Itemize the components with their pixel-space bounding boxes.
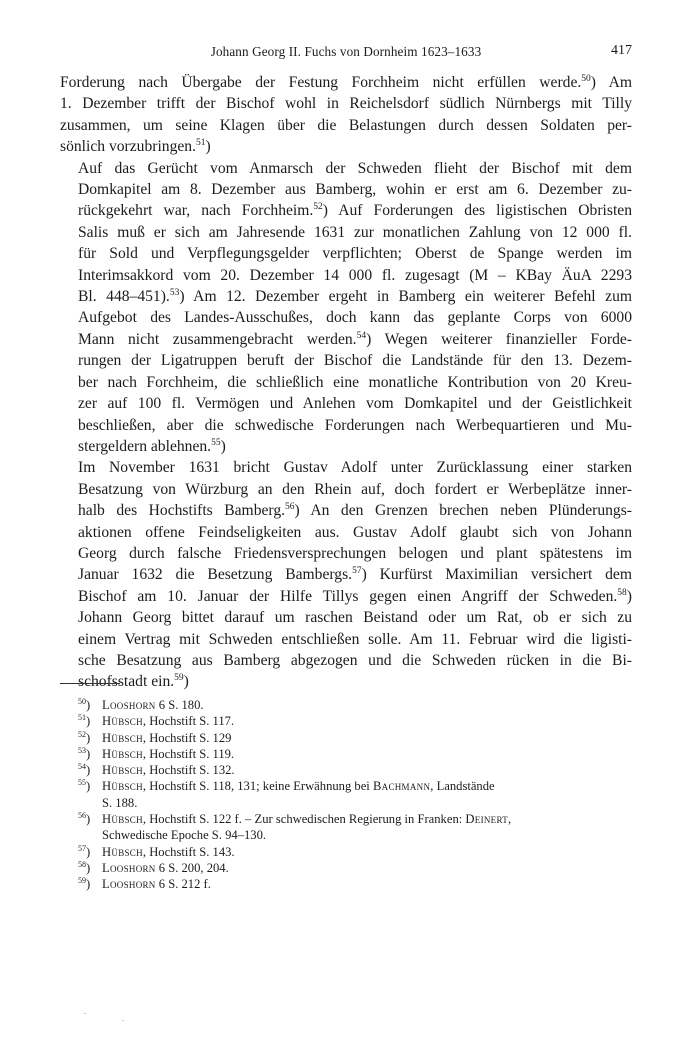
text-line [60,586,632,607]
text-run: sönlich vorzubringen. [60,138,196,156]
footnote-number: $^{58}$) [78,859,91,875]
text-line [60,222,632,243]
footnote-number-label: 54 [78,762,86,771]
author-name: Hübsch [102,812,143,827]
text-run: Im November 1631 bricht Gustav Adolf unter Zurücklassung einer starken [78,459,632,477]
text-line [60,564,632,585]
footnote-text [102,713,632,729]
footnote [78,713,632,729]
author-name: Hübsch [102,714,143,729]
text-line [60,650,632,671]
text-line [60,500,632,521]
text-line [60,200,632,221]
footnote-line [102,746,632,762]
footnote-number: $^{53}$) [78,745,91,761]
paragraph [60,158,632,458]
text-run: , Hochstift S. 118, 131; keine Erwähnung bei [142,779,373,794]
footnote-line [102,827,632,843]
footnote-number: $^{54}$) [78,762,91,778]
footnote-number: $^{55}$) [78,778,91,794]
text-run: ) Am 12. Dezember ergeht in Bamberg ein weiterer Befehl zum [179,288,632,306]
text-line [60,372,632,393]
text-line [60,72,632,93]
text-run: ) An den Grenzen brechen neben Plünderungs- [294,502,632,520]
author-name: Hübsch [102,746,143,761]
paragraph [60,72,632,158]
text-run: , Hochstift S. 129 [142,730,232,745]
text-line [60,329,632,350]
footnote-reference: 59 [174,673,184,684]
scan-speck [84,1013,86,1014]
text-run: ) Auf Forderungen des ligistischen Obristen [322,202,632,220]
running-title: Johann Georg II. Fuchs von Dornheim 1623–1633 [210,44,482,59]
text-run: ) [183,673,189,691]
text-run: Mann nicht zusammengebracht werden. [78,330,357,348]
text-run: für Sold und Verpflegungsgelder verpflichten; Oberst de Spange werden im [78,245,632,263]
text-line [60,350,632,371]
footnote-text [102,811,632,844]
footnote [78,778,632,811]
text-line [60,629,632,650]
footnote-number-label: 59 [78,876,86,886]
author-name: Hübsch [102,763,143,778]
text-run: ) Kurfürst Maximilian versichert dem [361,566,632,584]
text-run: Salis muß er sich am Jahresende 1631 zur monatlichen Zahlung von 12 000 fl. [78,223,632,241]
footnote-text [102,860,632,876]
text-line [60,286,632,307]
footnote-reference: 58 [617,587,627,598]
text-line [60,136,632,157]
text-run: Domkapitel am 8. Dezember aus Bamberg, wohin er erst am 6. Dezember zu- [78,181,632,199]
footnote-number: $^{56}$) [78,810,91,827]
author-name: Hübsch [102,844,143,859]
footnote-reference: 50 [581,73,591,84]
text-run: beschließen, aber die schwedische Forderungen nach Werbequartieren und Mu- [78,416,632,434]
footnote-reference: 52 [313,202,323,213]
text-run: , [508,812,512,827]
text-run: 6 S. 180. [155,698,204,712]
text-line [60,671,632,692]
text-line [60,307,632,328]
text-run: schofsstadt ein. [78,673,175,691]
author-name: Hübsch [102,779,143,794]
text-run: ) Wegen weiterer finanzieller Forde- [366,330,632,348]
footnote-line [102,860,632,876]
text-line [60,158,632,179]
text-run: ) [220,437,226,455]
text-run: aktionen offene Feindseligkeiten aus. Gustav Adolf glaubt sich von Johann [78,523,632,541]
text-line [60,522,632,543]
footnote-number: $^{50}$) [78,696,91,712]
text-run: Georg durch falsche Friedensversprechungen belogen und plant spätestens im [78,544,632,562]
text-run: rückgekehrt war, nach Forchheim. [78,202,314,220]
text-line [60,479,632,500]
text-run: Interimsakkord vom 20. Dezember 14 000 fl. zugesagt (M – KBay ÄuA 2293 [78,266,632,284]
text-run: 6 S. 200, 204. [155,860,229,875]
text-line [60,457,632,478]
author-name: Bachmann [372,779,431,794]
footnote-text [102,697,632,713]
text-line [60,436,632,457]
footnote-text [102,746,632,762]
author-name: Deinert [465,812,509,827]
footnote-line [102,762,632,778]
text-run: Auf das Gerücht vom Anmarsch der Schweden flieht der Bischof mit dem [78,159,632,177]
footnote-reference: 53 [169,287,180,298]
text-run: 1. Dezember trifft der Bischof wohl in Reichelsdorf südlich Nürnbergs mit Tilly [60,95,632,113]
text-run: Januar 1632 die Besetzung Bambergs. [78,566,353,584]
footnote [78,860,632,876]
footnote-number: $^{51}$) [78,713,91,729]
footnote-text [102,876,632,892]
text-run: sche Besatzung aus Bamberg abgezogen und die Schweden rücken in die Bi- [78,651,632,669]
text-run: stergeldern ablehnen. [78,437,212,455]
footnote [78,844,632,860]
footnote-number-label: 55 [78,778,86,788]
text-line [60,179,632,200]
body-text [60,72,632,693]
text-line [60,265,632,286]
text-run: Bl. 448–451). [78,288,170,306]
text-run: zer auf 100 fl. Vermögen und Anlehen vom Domkapitel und der Geistlichkeit [78,395,632,413]
text-run: ber nach Forchheim, die schließlich eine monatliche Kontribution von 20 Kreu- [78,373,632,391]
footnote-line [102,713,632,729]
footnote-reference: 55 [211,437,221,448]
footnote-number-label: 51 [78,713,86,723]
footnote-line [102,795,632,811]
footnote [78,762,632,778]
text-run: einem Vertrag mit Schweden entschließen solle. Am 11. Februar wird die ligisti- [78,630,632,648]
author-name: Hübsch [102,730,143,745]
text-run: , Hochstift S. 122 f. – Zur schwedischen Regierung in Franken: [142,812,466,827]
text-line [60,543,632,564]
footnote-number-label: 50 [78,696,86,706]
text-run: Forderung nach Übergabe der Festung Forchheim nicht erfüllen werde. [60,74,582,91]
text-run: Bischof am 10. Januar der Hilfe Tillys gegen einen Angriff der Schweden. [78,587,618,605]
footnote-reference: 56 [285,501,295,512]
text-run: , Hochstift S. 132. [142,763,235,778]
text-run: ) [205,138,211,156]
text-run: Besatzung von Würzburg an den Rhein auf, doch fordert er Werbeplätze inner- [78,480,632,498]
text-run: zusammen, um seine Klagen über die Belastungen durch dessen Soldaten per- [60,116,632,134]
text-line [60,93,632,114]
footnotes [78,697,632,893]
footnote-reference: 54 [356,330,367,341]
footnote-text [102,844,632,860]
text-line [60,115,632,136]
text-run: Aufgebot des Landes-Ausschußes, doch kann das geplante Corps von 6000 [78,309,632,327]
text-run: ) [626,587,632,605]
page-number: 417 [611,43,632,58]
text-run: rungen der Ligatruppen beruft der Bischof die Landstände für den 13. Dezem- [78,352,632,370]
text-run: , Hochstift S. 117. [142,714,235,729]
paragraph [60,457,632,692]
text-run: , Hochstift S. 143. [142,844,235,859]
footnote-reference: 51 [195,138,206,149]
footnote [78,811,632,844]
footnote-line [102,811,632,827]
footnote-line [102,844,632,860]
text-line [60,393,632,414]
footnote-number: $^{52}$) [78,729,91,745]
footnote-line [102,730,632,746]
footnote-line [102,778,632,794]
text-line [60,243,632,264]
footnote-text [102,778,632,811]
footnote-number-label: 58 [78,859,86,869]
footnote [78,730,632,746]
footnote-text [102,730,632,746]
text-run: halb des Hochstifts Bamberg. [78,502,286,520]
footnote-separator [60,683,120,684]
footnote-number: $^{57}$) [78,843,91,859]
footnote [78,746,632,762]
footnote-line [102,697,632,713]
footnote-number-label: 57 [78,843,86,853]
author-name: Looshorn [102,860,156,875]
text-run: S. 188. [102,795,138,810]
text-run: Johann Georg bittet darauf um raschen Beistand oder um Rat, ob er sich zu [78,609,632,627]
scan-speck [122,1020,124,1021]
footnote-number-label: 56 [78,810,86,820]
footnote-text [102,762,632,778]
footnote [78,697,632,713]
footnote-number: $^{59}$) [78,876,91,892]
footnote [78,876,632,892]
text-line [60,415,632,436]
author-name: Looshorn [102,698,156,712]
author-name: Looshorn [102,877,156,892]
text-line [60,607,632,628]
text-run: Schwedische Epoche S. 94–130. [102,828,267,843]
footnote-number-label: 53 [78,745,86,755]
text-run: ) Am [590,74,632,91]
footnote-number-label: 52 [78,729,86,739]
footnote-line [102,876,632,892]
text-run: 6 S. 212 f. [155,877,211,892]
footnote-reference: 57 [352,566,362,577]
text-run: , Hochstift S. 119. [142,746,235,761]
text-run: , Landstände [430,779,495,794]
